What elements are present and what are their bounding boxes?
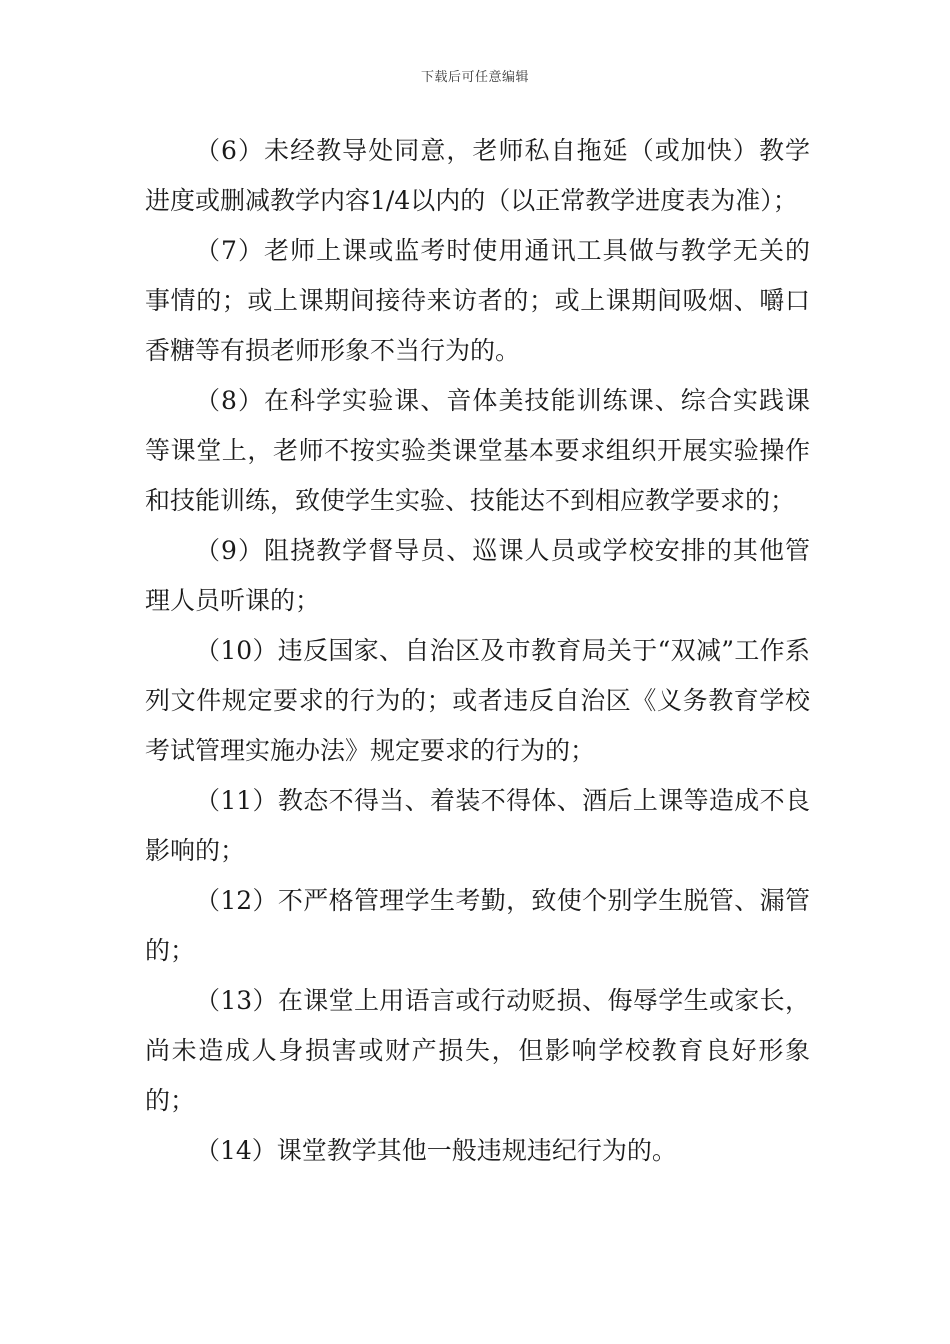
paragraph-item-8: （8）在科学实验课、音体美技能训练课、综合实践课等课堂上，老师不按实验类课堂基本要求组织开展实验操作和技能训练，致使学生实验、技能达不到相应教学要求的；	[145, 386, 810, 515]
paragraph-item-9: （9）阻挠教学督导员、巡课人员或学校安排的其他管理人员听课的；	[145, 536, 810, 615]
paragraph-item-12: （12）不严格管理学生考勤，致使个别学生脱管、漏管的；	[145, 886, 810, 965]
paragraph-item-11: （11）教态不得当、着装不得体、酒后上课等造成不良影响的；	[145, 786, 810, 865]
page-header: 下载后可任意编辑	[420, 70, 529, 85]
paragraph-item-10: （10）违反国家、自治区及市教育局关于“双减”工作系列文件规定要求的行为的；或者违反自治区《义务教育学校考试管理实施办法》规定要求的行为的；	[145, 636, 811, 765]
paragraph-item-14: （14）课堂教学其他一般违规违纪行为的。	[195, 1136, 677, 1165]
paragraph-item-7: （7）老师上课或监考时使用通讯工具做与教学无关的事情的；或上课期间接待来访者的；或上课期间吸烟、嚼口香糖等有损老师形象不当行为的。	[145, 236, 810, 365]
paragraph-item-6: （6）未经教导处同意，老师私自拖延（或加快）教学进度或删减教学内容1/4以内的（以正常教学进度表为准）；	[145, 136, 810, 215]
document-body	[145, 126, 810, 1176]
paragraph-item-13: （13）在课堂上用语言或行动贬损、侮辱学生或家长，尚未造成人身损害或财产损失，但影响学校教育良好形象的；	[145, 986, 810, 1115]
